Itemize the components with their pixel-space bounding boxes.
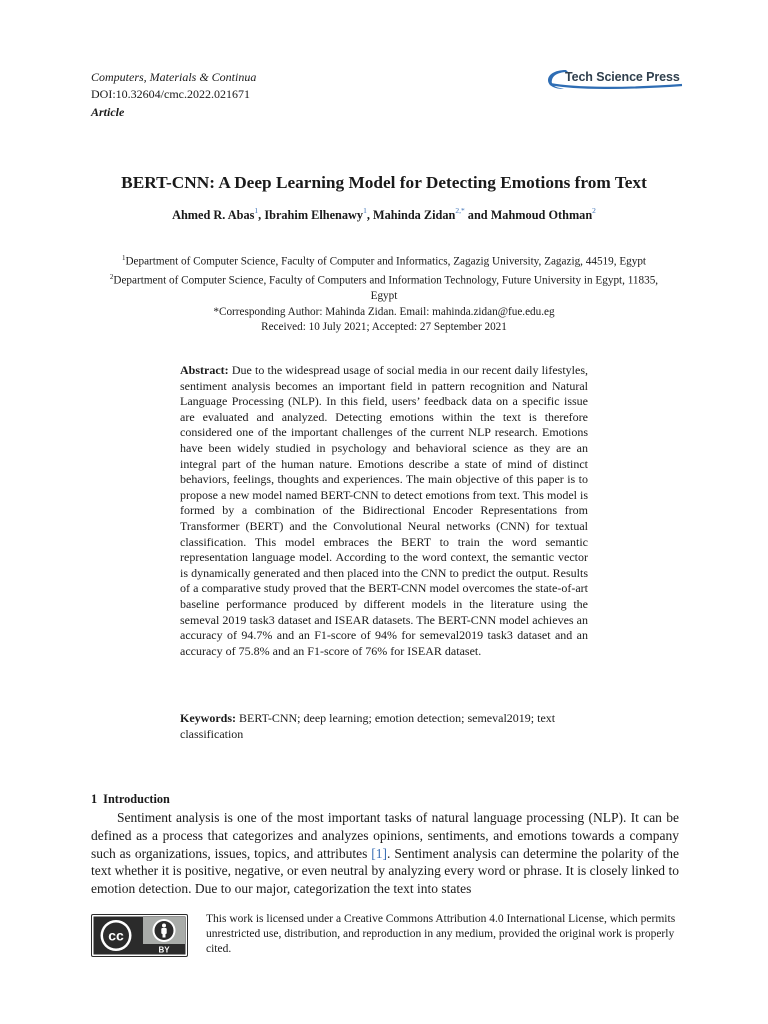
abstract-label: Abstract: (180, 363, 229, 377)
author-affiliation-sup[interactable]: 2 (592, 206, 596, 215)
citation-link[interactable]: [1] (371, 845, 388, 861)
affiliation-line (100, 270, 668, 305)
abstract-text: Due to the widespread usage of social media in our recent daily lifestyles, sentiment analysis becomes an important field in pattern recognition and Natural Language Processing (NLP). In this field, users’ feedback data on a specific issue are evaluated and analyzed. Detecting emotions within the text is therefore considered one of the important challenges of the current NLP research. Emotions have been widely studied in psychology and behavioral science as they are an integral part of the human nature. Emotions describe a state of mind of distinct behaviors, feelings, thoughts and experiences. The main objective of this paper is to propose a new model named BERT-CNN to detect emotions from text. This model is formed by a combination of the Bidirectional Encoder Representations from Transformer (BERT) and the Convolutional Neural networks (CNN) for textual classification. This model embraces the BERT to train the word semantic representation language model. According to the word context, the semantic vector is dynamically generated and then placed into the CNN to predict the output. Results of a comparative study proved that the BERT-CNN model overcomes the state-of-art baseline performance produced by different models in the literature using the semeval 2019 task3 dataset and ISEAR datasets. The BERT-CNN model achieves an accuracy of 94.7% and an F1-score of 94% for semeval2019 task3 dataset and an accuracy of 75.8% and an F1-score of 76% for ISEAR dataset. (180, 363, 589, 658)
author-name: Mahinda Zidan (372, 208, 456, 223)
intro-text-continued: . Sentiment analysis can determine the polarity of the text whether it is positive, negative, or even neutral by analyzing every word or phrase. It is closely linked to emotion detection. Due to our major, categorization the text into states (91, 845, 679, 897)
section-heading-introduction (91, 792, 170, 807)
section-number: 1 (91, 792, 98, 806)
paper-title: BERT-CNN: A Deep Learning Model for Detecting Emotions from Text (121, 173, 647, 192)
received-accepted-dates: Received: 10 July 2021; Accepted: 27 September 2021 (261, 321, 507, 334)
corresponding-author: *Corresponding Author: Mahinda Zidan. Email: mahinda.zidan@fue.edu.eg (213, 305, 555, 318)
affiliation-sup: 1 (121, 254, 126, 262)
doi[interactable]: DOI:10.32604/cmc.2022.021671 (91, 87, 250, 101)
author-separator: , (366, 208, 373, 223)
author-separator: , (258, 208, 265, 223)
license-notice: This work is licensed under a Creative Commons Attribution 4.0 International License, which permits unrestricted use, distribution, and reproduction in any medium, provided the original work is properly cited. (206, 913, 676, 956)
author-list (0, 207, 768, 223)
author-affiliation-sup[interactable]: 1 (254, 206, 259, 215)
author-affiliation-sup[interactable]: 1 (363, 206, 367, 215)
introduction-paragraph (91, 809, 679, 898)
article-type: Article (91, 105, 125, 119)
keywords-text: BERT-CNN; deep learning; emotion detection; semeval2019; text classification (180, 711, 556, 741)
author-separator: and (464, 208, 491, 223)
intro-text: Sentiment analysis is one of the most important tasks of natural language processing (NLP). It can be defined as a process that categorizes and analyzes opinions, sentiments, and emotions towards a company such as organizations, issues, topics, and attributes (91, 810, 679, 861)
keywords (180, 711, 588, 742)
svg-text:cc: cc (108, 927, 124, 944)
author-name: Ibrahim Elhenawy (264, 208, 364, 223)
author-name: Ahmed R. Abas (172, 208, 255, 223)
affiliations (100, 251, 668, 336)
keywords-label: Keywords: (180, 711, 236, 725)
affiliation-sup: 2 (109, 273, 114, 282)
cc-by-label: BY (158, 945, 170, 955)
affiliation-line (100, 251, 668, 270)
publisher-name: Tech Science Press (565, 70, 680, 84)
journal-name: Computers, Materials & Continua (91, 70, 257, 84)
cc-by-license-icon[interactable] (91, 914, 188, 957)
affiliation-text: Department of Computer Science, Faculty of Computers and Information Technology, Future University in Egypt, 11835, Egypt (113, 274, 659, 303)
abstract (180, 363, 588, 659)
affiliation-text: Department of Computer Science, Faculty of Computer and Informatics, Zagazig University, Zagazig, 44519, Egypt (125, 255, 647, 268)
section-title: Introduction (103, 792, 170, 806)
author-name: Mahmoud Othman (490, 208, 593, 223)
publisher-logo (546, 67, 684, 91)
author-affiliation-sup[interactable]: 2,* (455, 206, 465, 215)
